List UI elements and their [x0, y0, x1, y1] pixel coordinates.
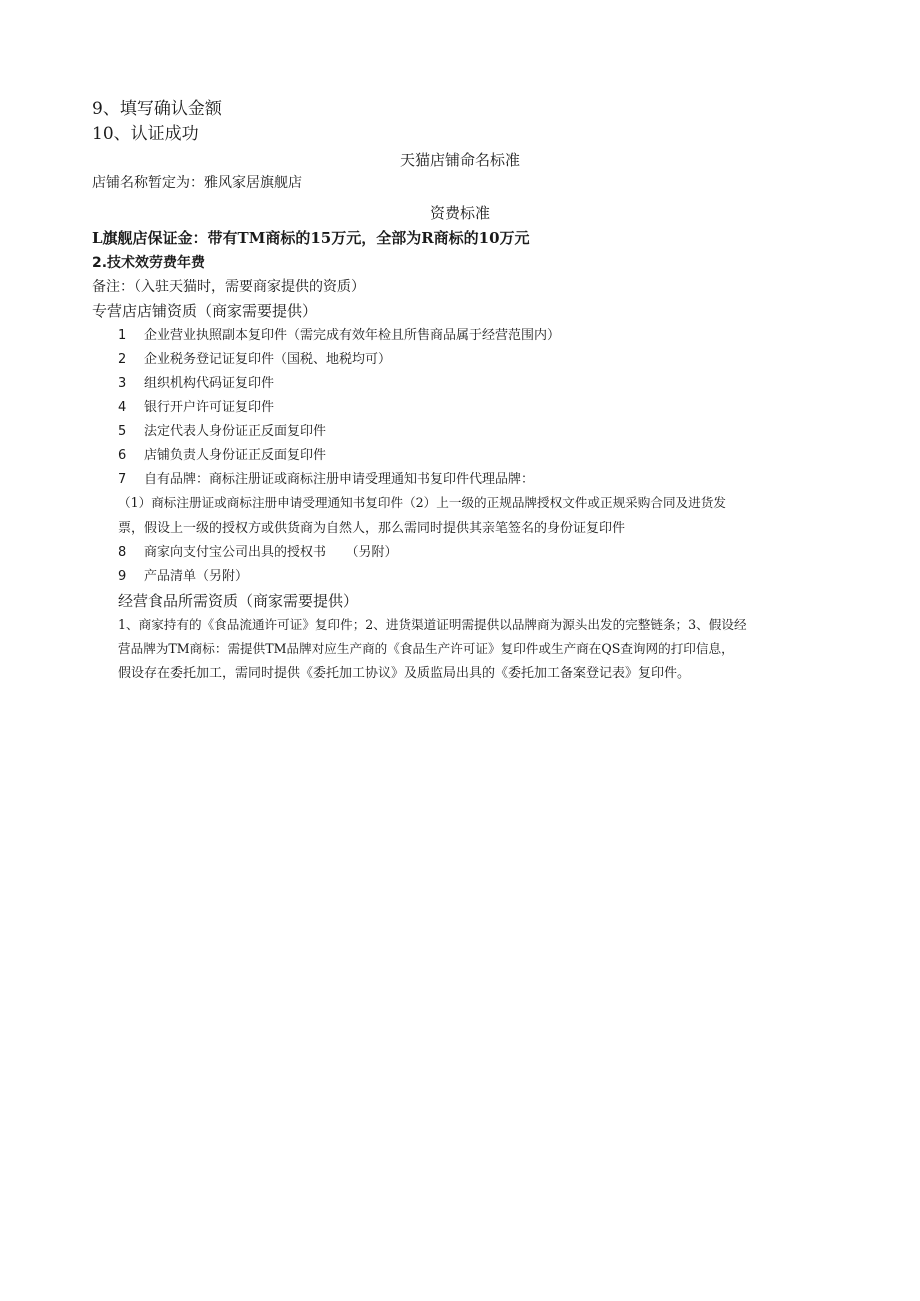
list-item — [118, 329, 560, 342]
food-line3: 假设存在委托加工，需同时提供《委托加工协议》及质监局出具的《委托加工备案登记表》复印件。 — [118, 666, 691, 681]
list-item-number: 3 — [118, 376, 127, 391]
shop-name-line: 店铺名称暂定为：雅风家居旗舰店 — [92, 175, 302, 191]
food-line1: 1、商家持有的《食品流通许可证》复印件；2、进货渠道证明需提供以品牌商为源头出发的完整链条；3、假设经 — [118, 617, 747, 632]
list-item-text: 店铺负责人身份证正反面复印件 — [144, 448, 327, 463]
note-line: 备注：（入驻天猫时，需要商家提供的资质） — [92, 279, 365, 295]
annual-fee-line: 2.技术效劳费年费 — [92, 255, 206, 271]
list-item — [118, 425, 326, 438]
list-item-text: 组织机构代码证复印件 — [144, 376, 275, 391]
shop-qualifications-title: 专营店店铺资质（商家需要提供） — [92, 302, 318, 320]
list-item — [118, 546, 398, 559]
list-item — [118, 401, 274, 414]
list-item — [118, 449, 326, 462]
list-item-number: 7 — [118, 472, 127, 487]
list-item-text: 产品清单（另附） — [144, 569, 249, 584]
food-qualifications-title: 经营食品所需资质（商家需要提供） — [118, 592, 359, 610]
item7-detail-line1: （1）商标注册证或商标注册申请受理通知书复印件（2）上一级的正规品牌授权文件或正规采购合同及进货发 — [118, 495, 726, 510]
list-item-number: 9 — [118, 569, 127, 584]
list-item — [118, 377, 274, 390]
list-item-text: 自有品牌：商标注册证或商标注册申请受理通知书复印件代理品牌： — [144, 472, 535, 487]
list-item-text: 法定代表人身份证正反面复印件 — [144, 424, 327, 439]
step-9: 9、填写确认金额 — [92, 99, 222, 119]
list-item-text: 商家向支付宝公司出具的授权书 （另附） — [144, 545, 398, 560]
list-item — [118, 353, 391, 366]
naming-standard-title: 天猫店铺命名标准 — [399, 151, 520, 169]
list-item-number: 1 — [118, 328, 127, 343]
list-item — [118, 473, 534, 486]
food-line2: 营品牌为TM商标：需提供TM品牌对应生产商的《食品生产许可证》复印件或生产商在QS查询网的打印信息， — [118, 641, 734, 656]
list-item-number: 6 — [118, 448, 127, 463]
list-item-text: 银行开户许可证复印件 — [144, 400, 275, 415]
list-item-text: 企业营业执照副本复印件（需完成有效年检且所售商品属于经营范围内） — [144, 328, 561, 343]
list-item-number: 8 — [118, 545, 127, 560]
list-item-number: 4 — [118, 400, 127, 415]
list-item-text: 企业税务登记证复印件（国税、地税均可） — [144, 352, 392, 367]
deposit-line: L旗舰店保证金：带有TM商标的15万元，全部为R商标的10万元 — [92, 229, 530, 247]
list-item-number: 5 — [118, 424, 127, 439]
item7-detail-line2: 票，假设上一级的授权方或供货商为自然人，那么需同时提供其亲笔签名的身份证复印件 — [118, 521, 626, 536]
fee-standard-title: 资费标准 — [429, 204, 490, 222]
list-item-number: 2 — [118, 352, 127, 367]
step-10: 10、认证成功 — [92, 124, 199, 144]
list-item — [118, 570, 248, 583]
